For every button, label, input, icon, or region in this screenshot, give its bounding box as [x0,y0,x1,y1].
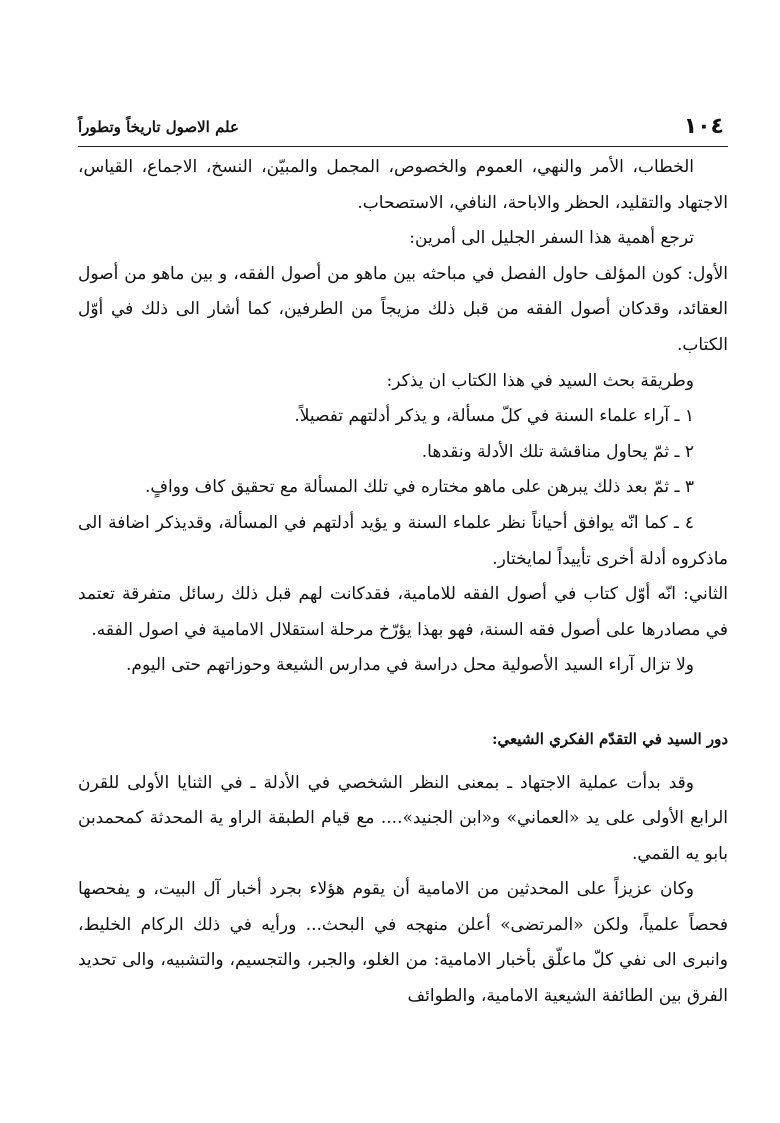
paragraph: ولا تزال آراء السيد الأصولية محل دراسة في مدارس الشيعة وحوزاتهم حتى اليوم. [126,655,694,676]
page-body [78,150,728,1015]
paragraph: ترجع أهمية هذا السفر الجليل الى أمرين: [409,228,694,249]
section-title: دور السيد في التقدّم الفكري الشيعي: [491,729,728,748]
list-item: ٢ ـ ثمّ يحاول مناقشة تلك الأدلة ونقدها. [421,441,694,462]
paragraph: وكان عزيزاً على المحدثين من الامامية أن يقوم هؤلاء بجرد أخبار آل البيت، و يفحصها فحصاً علمياً، ولكن «المرتضى» أعلن منهجه في البحث... ورأيه في ذلك الركام الخليط، وانبرى الى نفي كلّ ماعلّق بأخبار الامامية: من الغلو، والجبر، والتجسيم، والتشبيه، والى تحديد الفرق بين الطائفة الشيعية الامامية، والطوائف [78,879,728,1007]
page-number: ١٠٤ [683,114,724,139]
paragraph: الأول: كون المؤلف حاول الفصل في مباحثه بين ماهو من أصول الفقه، و بين ماهو من أصول العقائد، وقدكان أصول الفقه من قبل ذلك مزيجاً من الطرفين، كما أشار الى ذلك في أوّل الكتاب. [78,263,728,355]
list-item: ١ ـ آراء علماء السنة في كلّ مسألة، و يذكر أدلتهم تفصيلاً. [294,406,694,427]
running-title: علم الاصول تاريخاً وتطوراً [78,118,239,136]
paragraph: وطريقة بحث السيد في هذا الكتاب ان يذكر: [386,370,694,391]
list-item: ٤ ـ كما انّه يوافق أحياناً نظر علماء السنة و يؤيد أدلتهم في المسألة، وقديذكر اضافة الى ماذكروه أدلة أخرى تأييداً لمايختار. [78,512,728,569]
page-header [78,108,728,147]
paragraph: الخطاب، الأمر والنهي، العموم والخصوص، المجمل والمبيّن، النسخ، الاجماع، القياس، الاجتهاد والتقليد، الحظر والاباحة، النافي، الاستصحاب. [78,157,728,213]
list-item: ٣ ـ ثمّ بعد ذلك يبرهن على ماهو مختاره في تلك المسألة مع تحقيق كاف ووافٍ. [145,477,694,498]
paragraph: الثاني: انّه أوّل كتاب في أصول الفقه للامامية، فقدكانت لهم قبل ذلك رسائل متفرقة تعتمد في مصادرها على أصول فقه السنة، فهو بهذا يؤرّخ مرحلة استقلال الامامية في اصول الفقه. [78,584,728,640]
paragraph: وقد بدأت عملية الاجتهاد ـ بمعنى النظر الشخصي في الأدلة ـ في الثنايا الأولى للقرن الرابع الأولى على يد «العماني» و«ابن الجنيد».... مع قيام الطبقة الراو ية المحدثة كمحمدبن بابو يه القمي. [78,772,728,864]
